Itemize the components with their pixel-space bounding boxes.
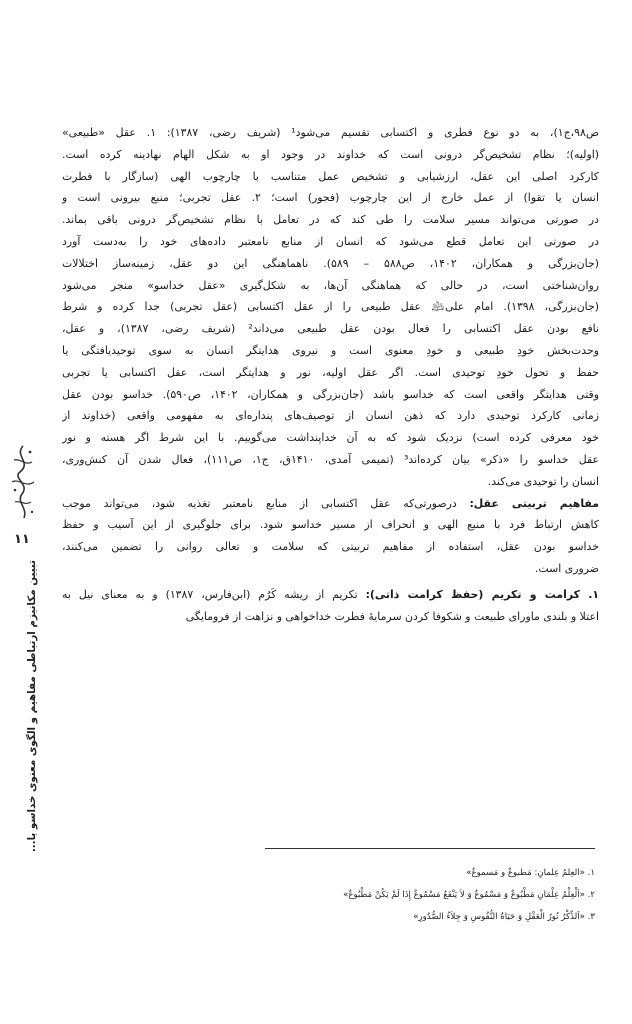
- text-line: نافع بودن عقل اکتسابی را فعال بودن عقل طبیعی می‌داند² (شریف رضی، ۱۳۸۷)، و عقل،: [62, 322, 599, 336]
- item-text: تکریم از ریشه کَرُم (ابن‌فارس، ۱۳۸۷) و به معنای نیل به: [62, 587, 358, 601]
- text-line: کارکرد اصلی این عقل، ارزشیابی و تشخیص عمل متناسب با چارچوب الهی (سازگار با فطرت: [62, 169, 599, 183]
- text-line: ص۹۸،ج۱)، به دو نوع فطری و اکتسابی تقسیم می‌شود¹ (شریف رضی، ۱۳۸۷): ۱. عقل «طبیعی»: [62, 126, 599, 139]
- running-title-strip: [14, 560, 38, 853]
- running-title: تبیین مکانیزم ارتباطی مفاهیم و الگوی معنوی خداسو با...: [26, 560, 38, 853]
- section-heading: مفاهیم تربیتی عقل:: [469, 496, 599, 510]
- item-first-line: [62, 584, 599, 606]
- section-text: درصورتی‌که عقل اکتسابی از منابع نامعتبر تغذیه شود، می‌تواند موجب: [62, 496, 457, 510]
- footnotes: [265, 862, 595, 928]
- text-line: اعتلا و بلندی ماورای طبیعت و شکوفا کردن سرمایهٔ فطرت خداخواهی و نزاهت از فرومایگی: [185, 609, 599, 623]
- text-line: خود معرفی کرده است) نزدیک شود که به آن خداپنداشت می‌گوییم. با این شرط اگر هسته و نور: [62, 431, 599, 445]
- footnote-2: ۲. «اَلْعِلْمُ عِلْمَانِ مَطْبُوعٌ وَ مَسْمُوعٌ وَ لاَ یَنْفَعُ مَسْمُوعٌ إِذَا لَمْ یَکُنْ مَطْبُوعٌ»: [343, 890, 595, 900]
- text-line: زمانی کارکرد توحیدی دارد که ذهن انسان از توصیف‌های پنداره‌ای به مفهومی واقعی (خداوند از: [62, 409, 599, 423]
- text-line: حفظ و تحول خودِ توحیدی است. اگر عقل اولیه، نور و هدایتگر است، عقل اکتسابی یا تجربی: [62, 365, 599, 379]
- text-line: وحدت‌بخش خودِ طبیعی و خودِ معنوی است و نیروی هدایتگر انسان به سوی توحیدیافتگی یا: [62, 343, 599, 357]
- main-text: [62, 122, 599, 627]
- text-line: انسان را توحیدی می‌کند.: [487, 474, 599, 488]
- page-number: ۱۱: [14, 532, 30, 547]
- text-line: (جان‌بزرگی و همکاران، ۱۴۰۲، ص۵۸۸ – ۵۸۹). ناهماهنگی این دو عقل، زمینه‌ساز اختلالات: [62, 256, 599, 270]
- footnote-separator: [265, 848, 595, 849]
- text-line: (جان‌بزرگی، ۱۳۹۸). امام علی﵇ عقل طبیعی را از عقل اکتسابی (عقل تجربی) جدا کرده و شرط: [62, 300, 599, 314]
- text-line: خداسو بودن عقل، استفاده از مفاهیم تربیتی که سلامت و تعالی روانی را تضمین می‌کنند،: [62, 540, 599, 554]
- text-line: ضروری است.: [534, 561, 599, 575]
- text-line: عقل خداسو را «ذکر» بیان کرده‌اند³ (تمیمی آمدی، ۱۴۱۰ق، ج۱، ص۱۱۱)، فعال شدن آن کنش‌وری،: [62, 452, 599, 466]
- text-line: کاهش ارتباط فرد با منبع الهی و انحراف از مسیر خداسو شود. برای جلوگیری از این آسیب و حفظ: [62, 518, 599, 532]
- item-heading: ۱. کرامت و تکریم (حفظ کرامت ذاتی):: [365, 587, 599, 601]
- item-paragraph: [62, 606, 599, 628]
- text-line: وقتی هدایتگر واقعی است که خداسو باشد (جان‌بزرگی و همکاران، ۱۴۰۲، ص۵۹۰). خداسو بودن عقل: [62, 387, 599, 401]
- text-line: (اولیه)؛ نظام تشخیص‌گر درونی است که خداوند در وجود او به شکل الهام نهادینه کرده است.: [62, 147, 599, 161]
- text-line: در صورتی می‌تواند مسیر سلامت را طی کند که در تعامل با نظام تشخیص‌گر درونی باقی بماند.: [62, 213, 599, 227]
- text-line: انسان یا تقوا) از عمل خارج از این چارچوب (فجور) است؛ ۲. عقل تجربی؛ منبع بیرونی است و: [62, 191, 599, 205]
- text-line: در صورتی این تعامل قطع می‌شود که انسان از منابع نامعتبر داده‌های خود را به‌دست آورد: [62, 234, 599, 248]
- calligraphy-logo-icon: [6, 442, 40, 522]
- section-first-line: [62, 493, 599, 515]
- journal-logo: [6, 442, 40, 522]
- footnote-1: ۱. «العِلمُ عِلمانِ: مَطبوعٌ و مَسموعٌ»: [466, 868, 595, 878]
- section-paragraph: [62, 514, 599, 579]
- text-line: روان‌شناختی است، در حالی که هماهنگی آن‌ها، به شکل‌گیری «عقل خداسو» منجر می‌شود: [62, 278, 599, 292]
- body-paragraph: [62, 122, 599, 493]
- footnote-3: ۳. «اَلذِّکْرُ نُورُ الْعَقْلِ وَ حَیَاةُ النُّفُوسِ وَ جِلاَءُ الصُّدُورِ»: [413, 912, 595, 922]
